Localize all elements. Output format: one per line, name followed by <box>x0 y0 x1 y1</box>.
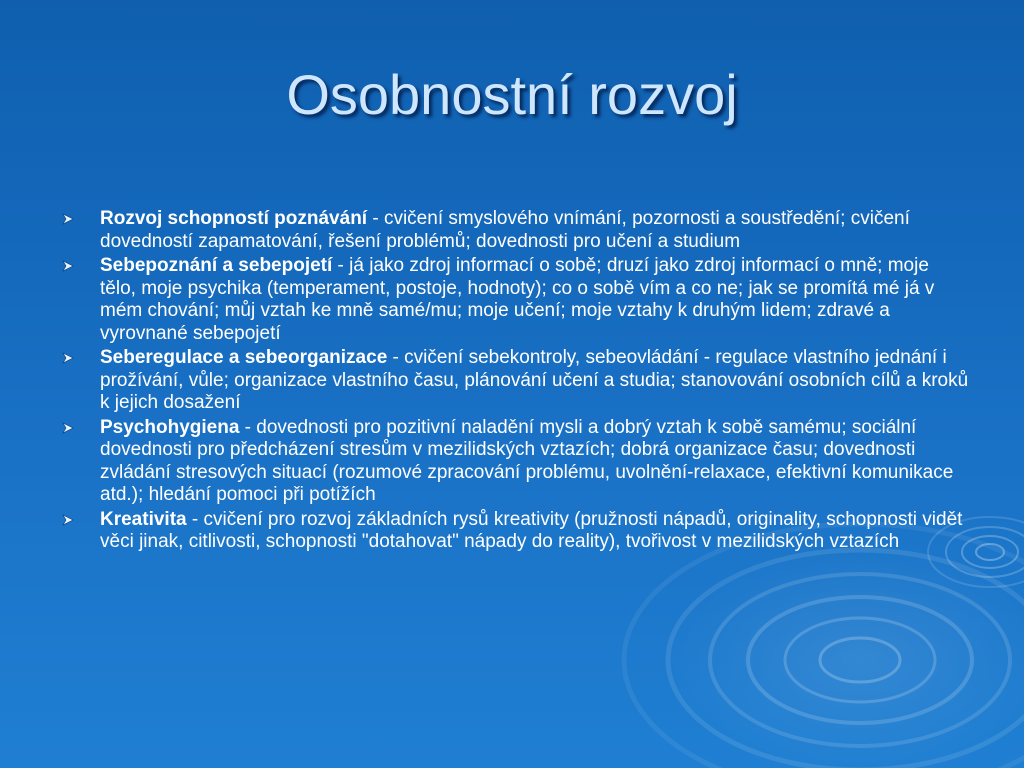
arrowhead-bullet-icon <box>62 260 74 272</box>
item-term: Seberegulace a sebeorganizace <box>100 347 388 368</box>
arrowhead-bullet-icon <box>62 213 74 225</box>
arrowhead-bullet-icon <box>62 352 74 364</box>
item-term: Rozvoj schopností poznávání <box>100 208 368 229</box>
list-item <box>62 347 970 415</box>
item-term: Sebepoznání a sebepojetí <box>100 255 333 276</box>
item-text: - já jako zdroj informací o sobě; druzí jako zdroj informací o mně; moje tělo, moje psychika (temperament, postoje, hodnoty); co o sobě vím a co ne; jak se promítá mé já v mém chování; můj vztah ke mně samé/mu; moje učení; moje vztahy k druhým lidem; zdravé a vyrovnané sebepojetí <box>100 255 935 344</box>
item-text: - dovednosti pro pozitivní naladění mysli a dobrý vztah k sobě samému; sociální dovednosti pro předcházení stresům v mezilidských vztazích; dobrá organizace času; dovednosti zvládání stresových situací (rozumové zpracování problému, uvolnění-relaxace, efektivní komunikace atd.); hledání pomoci při potížích <box>100 416 954 505</box>
list-item <box>62 208 970 253</box>
arrowhead-bullet-icon <box>62 514 74 526</box>
bullet-list <box>62 208 970 556</box>
list-item <box>62 509 970 554</box>
item-text: - cvičení smyslového vnímání, pozornosti a soustředění; cvičení dovedností zapamatování, řešení problémů; dovednosti pro učení a studium <box>100 208 910 252</box>
arrowhead-bullet-icon <box>62 422 74 434</box>
item-text: - cvičení sebekontroly, sebeovládání - regulace vlastního jednání i prožívání, vůle; organizace vlastního času, plánování učení a studia; stanovování osobních cílů a kroků k jejich dosažení <box>100 347 969 413</box>
list-item <box>62 417 970 507</box>
item-text: - cvičení pro rozvoj základních rysů kreativity (pružnosti nápadů, originality, schopnosti vidět věci jinak, citlivosti, schopnosti "dotahovat" nápady do reality), tvořivost v mezilidských vztazích <box>100 508 963 552</box>
item-term: Kreativita <box>100 508 187 530</box>
list-item <box>62 255 970 345</box>
slide-title: Osobnostní rozvoj <box>286 63 738 126</box>
item-term: Psychohygiena <box>100 416 240 438</box>
